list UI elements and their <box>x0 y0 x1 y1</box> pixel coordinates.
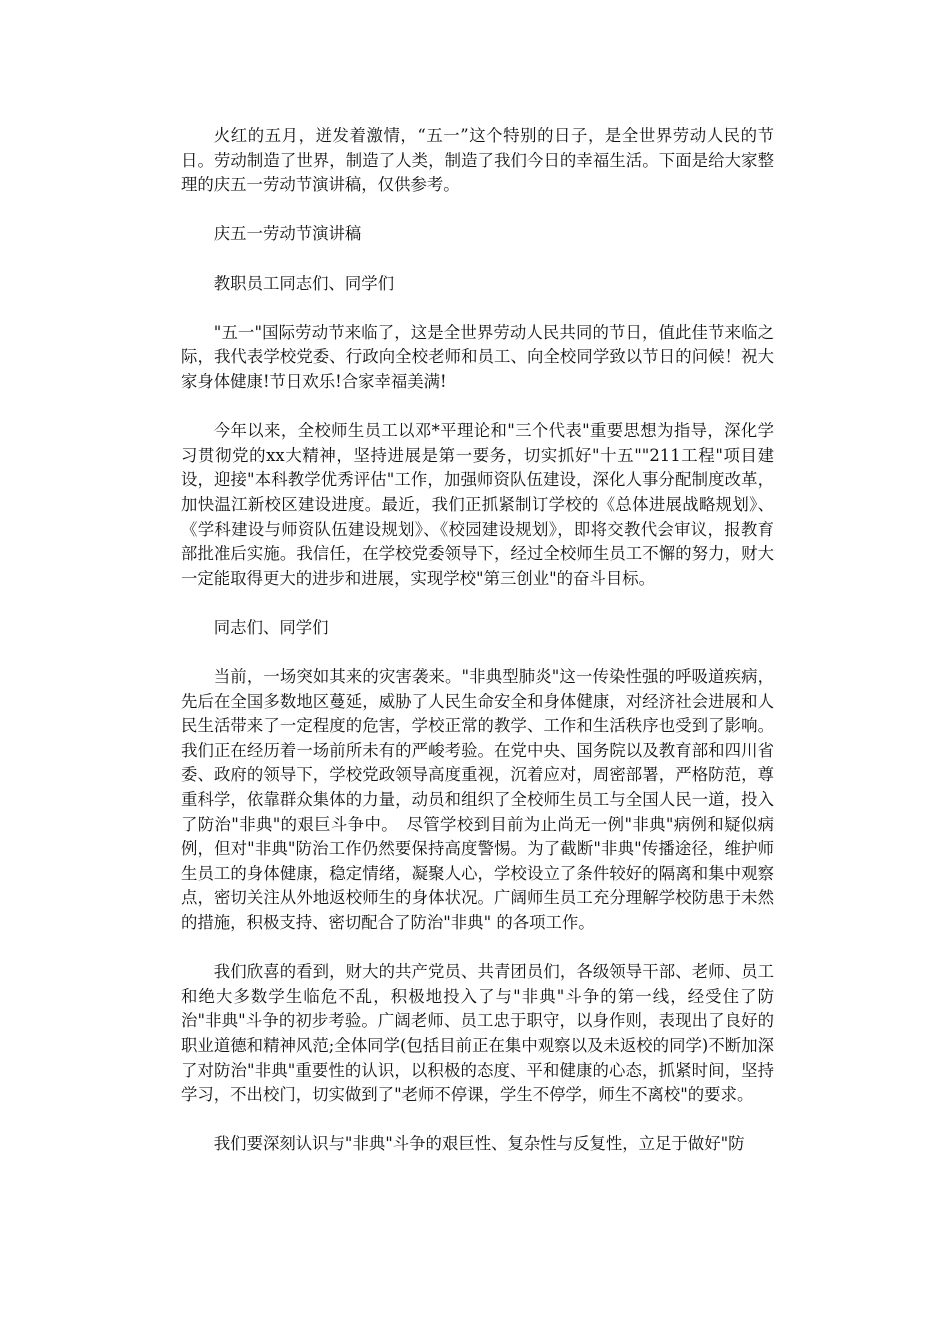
salutation-second: 同志们、同学们 <box>213 617 329 637</box>
closing-paragraph-partial: 我们要深刻认识与"非典"斗争的艰巨性、复杂性与反复性，立足于做好"防 <box>213 1134 745 1154</box>
praise-paragraph: 我们欣喜的看到，财大的共产党员、共青团员们，各级领导干部、老师、员工和绝大多数学生临危不乱，积极地投入了与"非典"斗争的第一线，经受住了防治"非典"斗争的初步考验。广阔老师、员工忠于职守，以身作则，表现出了良好的职业道德和精神风范;全体同学(包括目前正在集中观察以及未返校的同学)不断加深了对防治"非典"重要性的认识，以积极的态度、平和健康的心态，抓紧时间，坚持学习，不出校门，切实做到了"老师不停课，学生不停学，师生不离校"的要求。 <box>181 962 774 1105</box>
greeting-paragraph: "五一"国际劳动节来临了，这是全世界劳动人民共同的节日，值此佳节来临之际，我代表学校党委、行政向全校老师和员工、向全校同学致以节日的问候！祝大家身体健康!节日欢乐!合家幸福美满! <box>181 322 774 391</box>
sars-paragraph: 当前，一场突如其来的灾害袭来。"非典型肺炎"这一传染性强的呼吸道疾病，先后在全国多数地区蔓延，威胁了人民生命安全和身体健康，对经济社会进展和人民生活带来了一定程度的危害，学校正常的教学、工作和生活秩序也受到了影响。我们正在经历着一场前所未有的严峻考验。在党中央、国务院以及教育部和四川省委、政府的领导下，学校党政领导高度重视，沉着应对，周密部署，严格防范，尊重科学，依靠群众集体的力量，动员和组织了全校师生员工与全国人民一道，投入了防治"非典"的艰巨斗争中。 尽管学校到目前为止尚无一例"非典"病例和疑似病例，但对"非典"防治工作仍然要保持高度警惕。为了截断"非典"传播途径，维护师生员工的身体健康，稳定情绪，凝聚人心，学校设立了条件较好的隔离和集中观察点，密切关注从外地返校师生的身体状况。广阔师生员工充分理解学校防患于未然的措施，积极支持、密切配合了防治"非典" 的各项工作。 <box>181 667 774 932</box>
document-title: 庆五一劳动节演讲稿 <box>213 224 362 244</box>
document-page <box>181 124 774 1157</box>
salutation: 教职员工同志们、同学们 <box>213 273 395 293</box>
progress-paragraph: 今年以来，全校师生员工以邓*平理论和"三个代表"重要思想为指导，深化学习贯彻党的xx大精神，坚持进展是第一要务，切实抓好"十五""211工程"项目建设，迎接"本科教学优秀评估"工作，加强师资队伍建设，深化人事分配制度改革，加快温江新校区建设进度。最近，我们正抓紧制订学校的《总体进展战略规划》、《学科建设与师资队伍建设规划》、《校园建设规划》，即将交教代会审议，报教育部批准后实施。我信任，在学校党委领导下，经过全校师生员工不懈的努力，财大一定能取得更大的进步和进展，实现学校"第三创业"的奋斗目标。 <box>181 421 774 588</box>
intro-paragraph: 火红的五月，迸发着激情，“五一”这个特别的日子，是全世界劳动人民的节日。劳动制造了世界，制造了人类，制造了我们今日的幸福生活。下面是给大家整理的庆五一劳动节演讲稿，仅供参考。 <box>181 126 774 195</box>
